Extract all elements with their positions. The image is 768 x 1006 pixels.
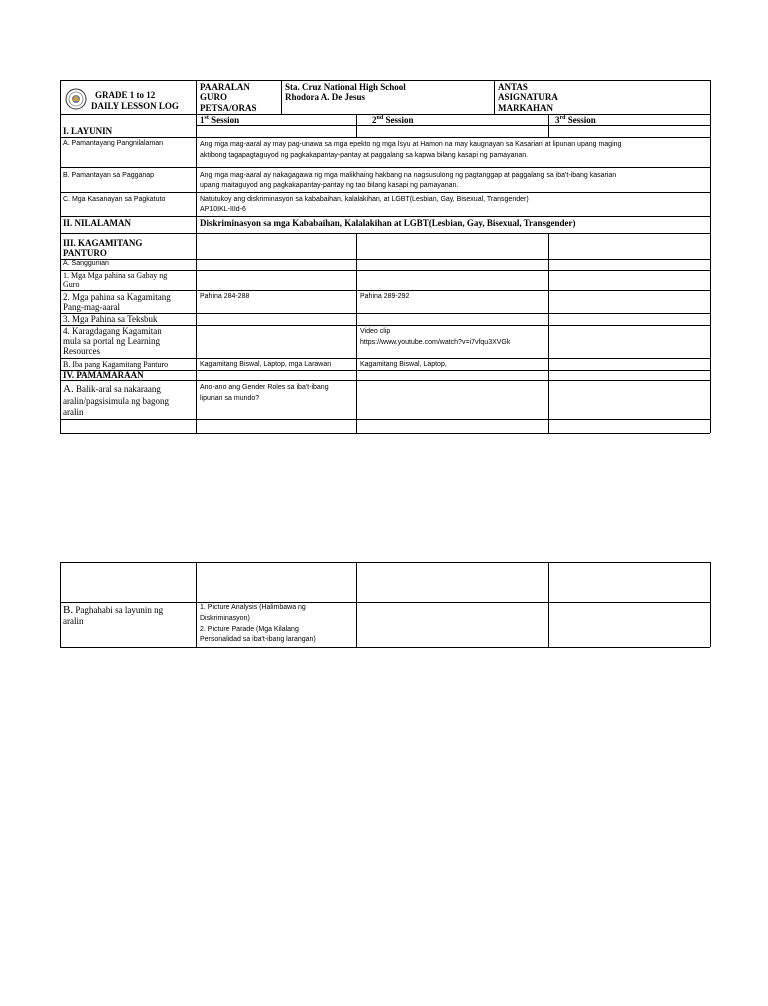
picture-analysis-1: 1. Picture Analysis (Halimbawa ng [200, 604, 306, 611]
label-paaralan: PAARALAN [200, 82, 250, 92]
title-daily-lesson-log: DAILY LESSON LOG [91, 101, 179, 111]
label-kagamitang-pang-mag-aaral-1: 2. Mga pahina sa Kagamitang [63, 292, 171, 302]
label-karagdagang-2: mula sa portal ng Learning [63, 336, 160, 346]
title-grade: GRADE 1 to 12 [95, 90, 156, 100]
label-gabay-ng-guro-2: Guro [63, 280, 80, 289]
label-kagamitang-pang-mag-aaral-2: Pang-mag-aaral [63, 302, 120, 312]
session-1-header: 1st Session [200, 115, 240, 125]
iba-pang-session-1: Kagamitang Biswal, Laptop, mga Larawan [200, 361, 332, 368]
section-layunin: I. LAYUNIN [63, 126, 113, 136]
nilalaman-text: Diskriminasyon sa mga Kababaihan, Kalalakihan at LGBT(Lesbian, Gay, Bisexual, Transgender) [200, 218, 576, 228]
section-kagamitang-2: PANTURO [63, 248, 107, 258]
kasanayan-text-1: Natutukoy ang diskriminasyon sa kababaihan, kalalakihan, at LGBT(Lesbian, Gay, Bisexual, Transgender) [200, 196, 529, 203]
label-pamantayang-pangnilalaman: A. Pamantayang Pangnilalaman [63, 140, 164, 147]
label-asignatura: ASIGNATURA [498, 92, 558, 102]
pangnilalaman-text-2: aktibong tagapagtaguyod ng pagkakapantay-pantay at paggalang sa kapwa bilang kasapi ng pamayanan. [200, 152, 529, 159]
session-2-header: 2nd Session [372, 115, 414, 125]
iba-pang-session-2: Kagamitang Biswal, Laptop, [360, 361, 447, 368]
picture-analysis-2: Diskriminasyon) [200, 615, 250, 622]
label-petsa-oras: PETSA/ORAS [200, 103, 257, 113]
label-sanggunian: A. Sanggunian [63, 260, 109, 267]
kasanayan-code: AP10IKL-IIId-6 [200, 206, 246, 213]
pahina-session-2: Pahina 289-292 [360, 293, 410, 300]
section-pamamaraan: IV. PAMAMARAAN [63, 370, 144, 380]
label-balik-aral-2: aralin/pagsisimula ng bagong [63, 396, 169, 406]
section-kagamitang-1: III. KAGAMITANG [63, 238, 143, 248]
label-karagdagang-3: Resources [63, 346, 100, 356]
label-kasanayan: C. Mga Kasanayan sa Pagkatuto [63, 196, 166, 203]
pagganap-text-2: upang maitaguyod ang pagkakapantay-pantay ng tao bilang kasapi ng pamayanan. [200, 182, 459, 189]
session-3-header: 3rd Session [555, 115, 596, 125]
label-paghahabi-1: B. Paghahabi sa layunin ng [63, 604, 164, 616]
video-clip-link[interactable]: https://www.youtube.com/watch?v=i7vfqu3XVGk [360, 339, 511, 346]
gender-roles-question-2: lipunan sa mundo? [200, 395, 260, 402]
label-pamantayan-sa-pagganap: B. Pamantayan sa Pagganap [63, 172, 155, 179]
label-antas: ANTAS [498, 82, 528, 92]
video-clip-label: Video clip [360, 328, 391, 335]
label-markahan: MARKAHAN [498, 103, 553, 113]
picture-parade-1: 2. Picture Parade (Mga Kilalang [200, 626, 299, 633]
label-balik-aral-3: aralin [63, 407, 84, 417]
label-guro: GURO [200, 92, 227, 102]
label-iba-pang-kagamitan: B. Iba pang Kagamitang Panturo [63, 360, 169, 369]
label-karagdagang-1: 4. Karagdagang Kagamitan [63, 326, 162, 336]
label-balik-aral-1: A. Balik-aral sa nakaraang [63, 383, 161, 395]
pangnilalaman-text-1: Ang mga mag-aaral ay may pag-unawa sa mga epekto ng mga Isyu at Hamon na may kaugnayan sa Kasarian at lipunan upang maging [200, 141, 622, 148]
deped-seal-icon [65, 88, 87, 110]
label-gabay-ng-guro: 1. Mga Mga pahina sa Gabay ng [63, 271, 168, 280]
picture-parade-2: Personalidad sa iba't-ibang larangan) [200, 636, 316, 643]
gender-roles-question-1: Ano-ano ang Gender Roles sa iba't-ibang [200, 384, 329, 391]
teacher-name: Rhodora A. De Jesus [285, 92, 366, 102]
pahina-session-1: Pahina 284-288 [200, 293, 250, 300]
pagganap-text-1: Ang mga mag-aaral ay nakagagawa ng mga malikhaing hakbang na nagsusulong ng pagtanggap at paggalang sa iba't-ibang kasarian [200, 172, 617, 179]
label-teksbuk: 3. Mga Pahina sa Teksbuk [63, 314, 158, 324]
school-name: Sta. Cruz National High School [285, 82, 406, 92]
section-nilalaman: II. NILALAMAN [63, 218, 132, 228]
label-paghahabi-2: aralin [63, 616, 84, 626]
